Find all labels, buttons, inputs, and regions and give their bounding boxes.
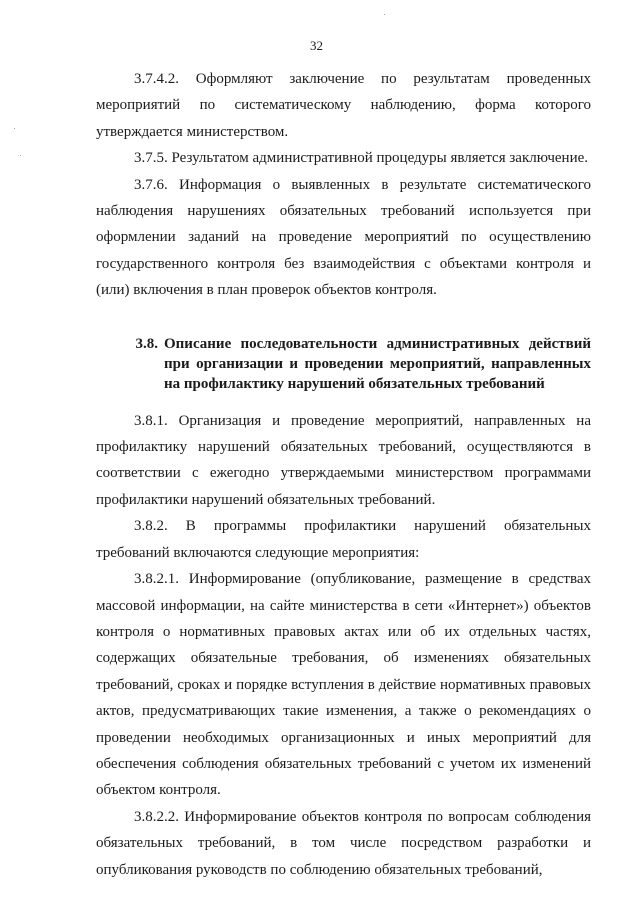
page-number: 32	[310, 38, 323, 53]
paragraph-3-8-1: 3.8.1. Организация и проведение мероприятий, направленных на профилактику нарушений обязательных требований, осуществляются в соответствии с ежегодно утверждаемыми министерством программами профилактики нарушений обязательных требований.	[96, 412, 591, 508]
paragraph-3-8-2: 3.8.2. В программы профилактики нарушений обязательных требований включаются следующие мероприятия:	[96, 518, 591, 561]
scan-speck	[384, 14, 385, 15]
paragraph-3-7-6: 3.7.6. Информация о выявленных в результате систематического наблюдения нарушениях обязательных требований используется при оформлении заданий на проведение мероприятий по осуществлению государственного контроля без взаимодействия с объектами контроля и (или) включения в план проверок объектов контроля.	[96, 176, 591, 299]
paragraph-3-7-5: 3.7.5. Результатом административной процедуры является заключение.	[134, 150, 589, 167]
scan-speck	[14, 128, 15, 129]
section-heading-3-8	[96, 334, 591, 394]
paragraph-3-8-2-2: 3.8.2.2. Информирование объектов контроля по вопросам соблюдения обязательных требований, в том числе посредством разработки и опубликования руководств по соблюдению обязательных требований,	[96, 808, 591, 878]
section-title: Описание последовательности административных действий при организации и проведении мероприятий, направленных на профилактику нарушений обязательных требований	[164, 335, 591, 392]
paragraph-3-8-2-1: 3.8.2.1. Информирование (опубликование, размещение в средствах массовой информации, на сайте министерства в сети «Интернет») объектов контроля о нормативных правовых актах или об их отдельных частях, содержащих обязательные требования, об изменениях обязательных требований, сроках и порядке вступления в действие нормативных правовых актов, предусматривающих такие изменения, а также о рекомендациях о проведении необходимых организационных и иных мероприятий для обеспечения соблюдения обязательных требований с учетом их изменений объектом контроля.	[96, 571, 591, 799]
document-body	[96, 66, 591, 883]
scan-speck	[20, 155, 21, 156]
paragraph-3-7-4-2: 3.7.4.2. Оформляют заключение по результатам проведенных мероприятий по систематическому наблюдению, форма которого утверждается министерством.	[96, 71, 591, 140]
section-number: 3.8.	[135, 335, 158, 352]
